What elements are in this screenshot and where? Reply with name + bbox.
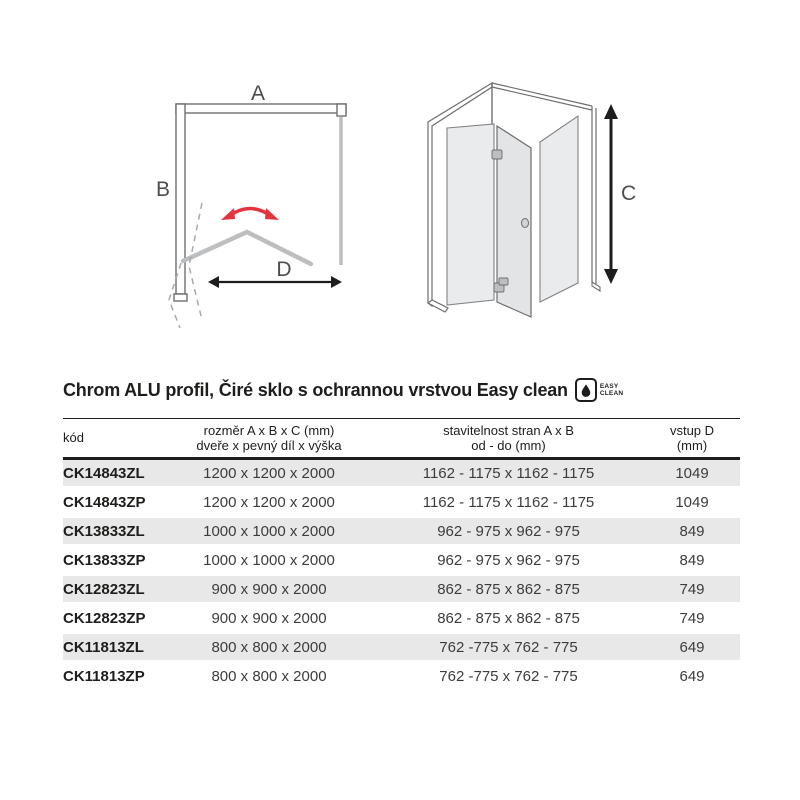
entry-width-cell: 649 [644,662,740,691]
product-code-cell: CK13833ZL [63,517,165,546]
table-row [63,662,740,691]
adjust-range-cell: 1162 - 1175 x 1162 - 1175 [373,488,644,517]
entry-width-cell: 749 [644,604,740,633]
header-code: kód [63,430,84,446]
size-cell: 1000 x 1000 x 2000 [165,517,373,546]
table-row [63,575,740,604]
dimension-arrow-c [604,104,618,284]
adjust-range-cell: 862 - 875 x 862 - 875 [373,575,644,604]
folding-door-line [183,232,311,264]
table-row [63,517,740,546]
easy-clean-badge-text [600,383,623,397]
title-row [63,378,740,402]
top-view-diagram [145,70,365,340]
entry-width-cell: 749 [644,575,740,604]
water-drop-icon [575,378,597,402]
entry-width-cell: 1049 [644,488,740,517]
table-row [63,459,740,488]
entry-width-cell: 649 [644,633,740,662]
size-cell: 800 x 800 x 2000 [165,633,373,662]
adjust-range-cell: 962 - 975 x 962 - 975 [373,517,644,546]
product-code-cell: CK14843ZL [63,459,165,488]
perspective-view-diagram [415,60,650,330]
adjust-range-cell: 962 - 975 x 962 - 975 [373,546,644,575]
entry-width-cell: 1049 [644,459,740,488]
door-bracket [499,278,508,285]
entry-width-cell: 849 [644,517,740,546]
door-handle-icon [522,219,529,228]
product-code-cell: CK14843ZP [63,488,165,517]
wall-a-end-cap [337,104,346,116]
size-cell: 800 x 800 x 2000 [165,662,373,691]
entry-width-cell: 849 [644,546,740,575]
wall-left-foot [428,300,448,312]
wall-a [176,104,346,113]
dimension-arrow-d [208,276,342,288]
size-cell: 1000 x 1000 x 2000 [165,546,373,575]
badge-line2: CLEAN [599,390,624,397]
table-row [63,488,740,517]
table-row [63,633,740,662]
hinge-top-icon [492,150,502,159]
page-title: Chrom ALU profil, Čiré sklo s ochrannou vrstvou Easy clean [63,379,568,400]
header-entry-width: vstup D (mm) [669,423,715,453]
size-cell: 900 x 900 x 2000 [165,604,373,633]
adjust-range-cell: 762 -775 x 762 - 775 [373,633,644,662]
product-code-cell: CK12823ZP [63,604,165,633]
adjust-range-cell: 862 - 875 x 862 - 875 [373,604,644,633]
table-row [63,604,740,633]
door-swing-ghost-1 [189,203,202,320]
adjust-range-cell: 1162 - 1175 x 1162 - 1175 [373,459,644,488]
header-adjust-range: stavitelnost stran A x B od - do (mm) [443,423,574,453]
product-code-cell: CK11813ZL [63,633,165,662]
fixed-glass-left [447,124,494,305]
label-c: C [621,182,637,205]
badge-line1: EASY [599,383,619,390]
label-b: B [155,178,171,201]
label-a: A [250,82,266,105]
header-size: rozměr A x B x C (mm) dveře x pevný díl x výška [196,423,342,453]
spec-table [63,418,740,692]
adjust-range-cell: 762 -775 x 762 - 775 [373,662,644,691]
table-header-row [63,419,740,459]
wall-b-end-cap [174,294,187,301]
size-cell: 1200 x 1200 x 2000 [165,488,373,517]
label-d: D [276,258,292,281]
size-cell: 900 x 900 x 2000 [165,575,373,604]
wall-profile-right [592,106,600,291]
table-row [63,546,740,575]
size-cell: 1200 x 1200 x 2000 [165,459,373,488]
swing-arrow-icon [221,208,279,220]
product-code-cell: CK13833ZP [63,546,165,575]
easy-clean-badge [575,378,623,402]
product-code-cell: CK11813ZP [63,662,165,691]
product-code-cell: CK12823ZL [63,575,165,604]
fixed-glass-right [540,116,578,302]
top-frame [492,83,592,110]
